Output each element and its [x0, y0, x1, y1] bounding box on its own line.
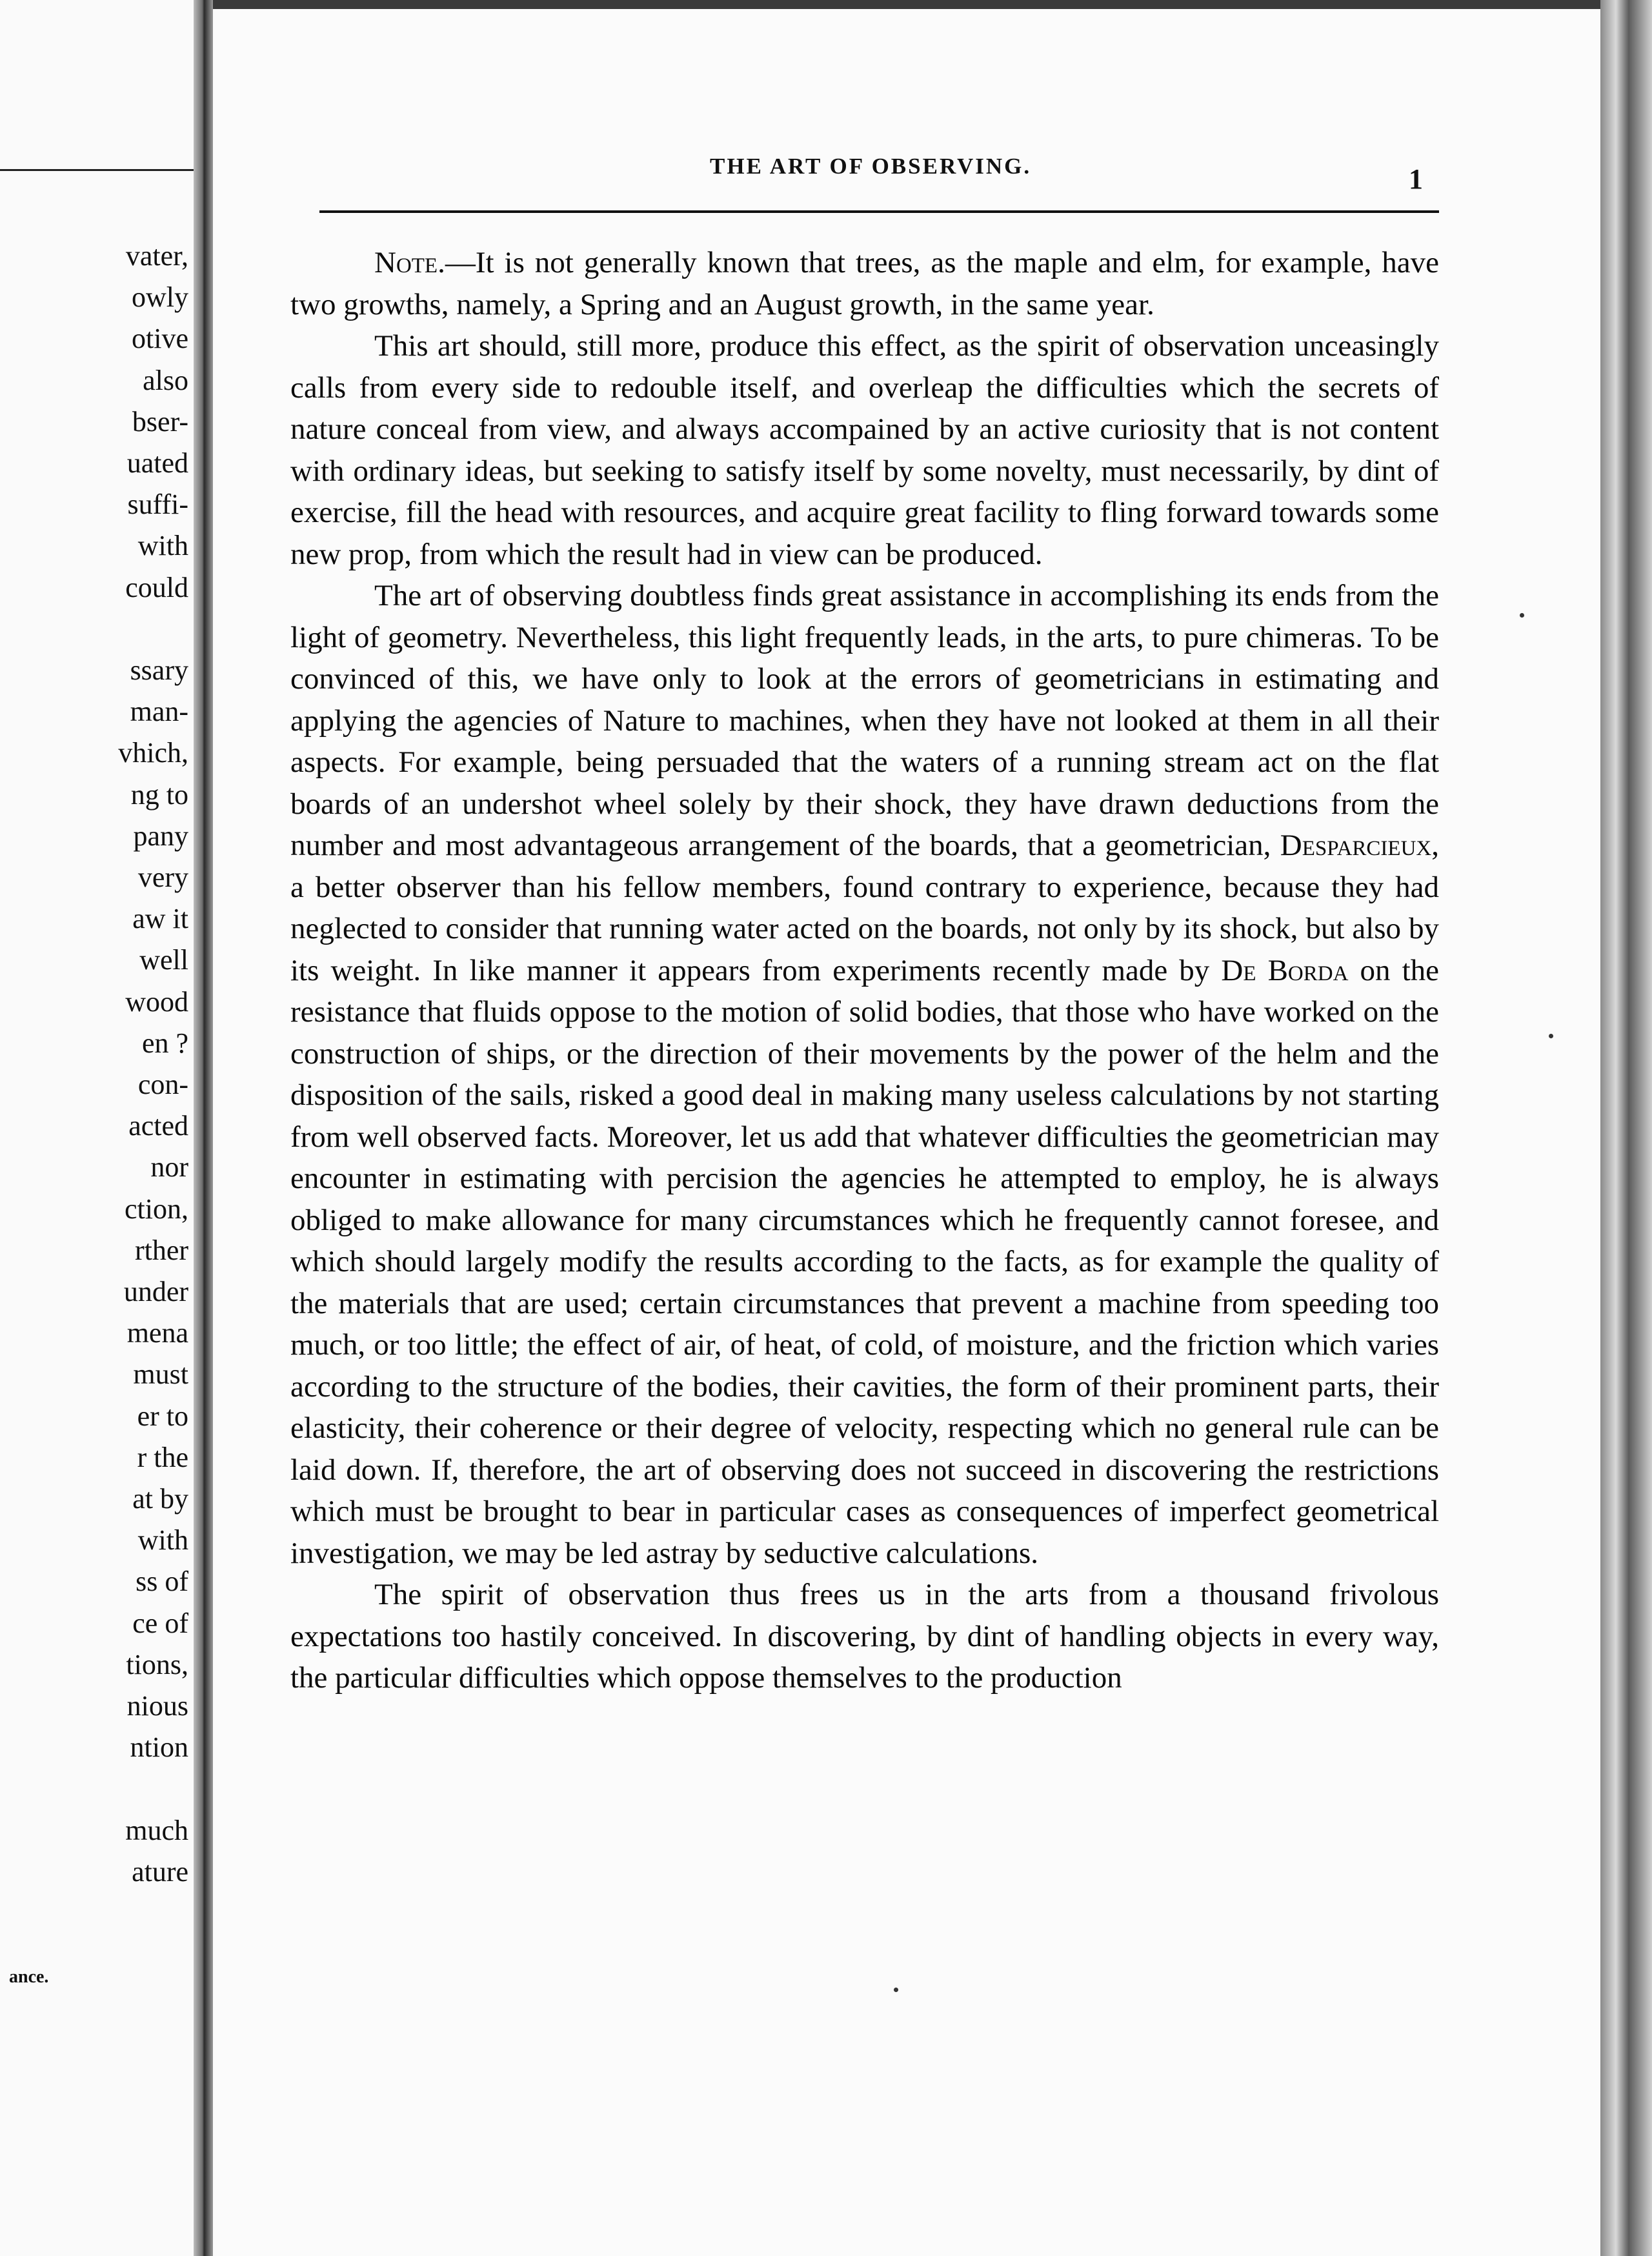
left-page-line: pany — [133, 820, 188, 852]
left-page-line: er to — [137, 1400, 188, 1432]
left-page-line: nor — [150, 1151, 188, 1183]
left-page-line: ssary — [130, 654, 188, 686]
left-page-line: ntion — [130, 1731, 188, 1764]
left-page-line: en ? — [141, 1027, 188, 1059]
name-de-borda: De Borda — [1221, 953, 1349, 987]
left-page-line: bser- — [132, 405, 188, 438]
left-page-line: at by — [132, 1483, 188, 1515]
name-desparcieux: Desparcieux — [1280, 829, 1432, 862]
left-page-line: acted — [128, 1110, 188, 1142]
note-label: Note. — [374, 246, 445, 279]
left-page-line: r the — [137, 1441, 188, 1473]
paragraph-1: This art should, still more, produce this effect, as the spirit of observation unceasingly calls from every side to redouble itself, and overleap the difficulties which the secrets of nature conceal from view, and always accompained by an active curiosity that is not content with ordinary ideas, but seeking to satisfy itself by some novelty, must necessarily, by dint of exercise, fill the head with resources, and acquire great facility to fling forward towards some new prop, from which the result had in view can be produced. — [290, 329, 1439, 571]
print-speck — [1520, 613, 1524, 618]
left-page-line: ature — [132, 1855, 188, 1888]
left-page-rule — [0, 169, 194, 171]
left-page-line: ce of — [132, 1607, 188, 1639]
left-page-line: vater, — [125, 240, 188, 272]
left-page-line: mena — [126, 1317, 188, 1349]
left-page-line: tions, — [126, 1648, 188, 1680]
print-speck — [1549, 1034, 1553, 1038]
left-page-line: aw it — [132, 903, 188, 935]
left-page-line: uated — [126, 447, 188, 479]
paragraph-2 — [290, 575, 1439, 1574]
left-page-line: with — [137, 530, 188, 562]
left-page-line: suffi- — [127, 488, 188, 521]
left-page-line: well — [139, 944, 188, 976]
paragraph-2-part-3: on the resistance that fluids oppose to the motion of solid bodies, that those who have worked on the construction of ships, or the direction of their movements by the power of the helm and the disposition of the sails, risked a good deal in making many useless calculations by not starting from well observed facts. Moreover, let us add that whatever difficulties the geometrician may encounter in estimating with percision the agencies he attempted to employ, he is always obliged to make allowance for many circumstances which he frequently cannot foresee, and which should largely modify the results according to the facts, as for example the quality of the materials that are used; certain circumstances that prevent a machine from speeding too much, or too little; the effect of air, of heat, of cold, of moisture, and the friction which varies according to the structure of the bodies, their cavities, the form of their prominent parts, their elasticity, their coherence or their degree of velocity, respecting which no general rule can be laid down. If, therefore, the art of observing does not succeed in discovering the restrictions which must be brought to bear in particular cases as consequences of imperfect geometrical investigation, we may be led astray by seductive calculations. — [290, 953, 1439, 1570]
left-page-line: very — [137, 861, 188, 893]
book-gutter — [194, 0, 213, 2256]
print-speck — [894, 1988, 898, 1992]
left-page-line: ss of — [136, 1566, 188, 1598]
header-rule — [319, 210, 1439, 213]
left-page-fragment — [0, 0, 194, 2256]
left-page-footnote: ance. — [9, 1967, 49, 1987]
body-text — [290, 242, 1439, 1699]
left-page-line: also — [143, 364, 188, 396]
left-page-line: with — [137, 1524, 188, 1556]
paragraph-3: The spirit of observation thus frees us in the arts from a thousand frivolous expectations too hastily conceived. In discovering, by dint of handling objects in every way, the particular difficulties which oppose themselves to the production — [290, 1578, 1439, 1695]
paragraph-2-part-2: , a better observer than his fellow members, found contrary to experience, because they had neglected to consider that running water acted on the boards, not only by its shock, but also by its weight. In like manner it appears from experiments recently made by — [290, 829, 1439, 987]
page-edge — [1600, 0, 1652, 2256]
page-top-edge — [213, 0, 1600, 9]
page-number: 1 — [1409, 163, 1423, 195]
left-page-line: vhich, — [118, 737, 188, 769]
left-page-line: under — [123, 1276, 188, 1307]
paragraph-2-part-1: The art of observing doubtless finds great assistance in accomplishing its ends from the light of geometry. Nevertheless, this light frequently leads, in the arts, to pure chimeras. To be convinced of this, we have only to look at the errors of geometricians in estimating and applying the agencies of Nature to machines, when they have not looked at them in all their aspects. For example, being persuaded that the waters of a running stream act on the flat boards of an undershot wheel solely by their shock, they have drawn deductions from the number and most advantageous arrangement of the boards, that a geometrician, — [290, 579, 1439, 862]
left-page-line: wood — [125, 985, 188, 1018]
left-page-line: con- — [137, 1069, 188, 1100]
running-head: THE ART OF OBSERVING. — [710, 154, 1032, 179]
left-page-line: nious — [126, 1690, 188, 1722]
left-page-line: must — [133, 1358, 188, 1391]
left-page-line: man- — [130, 696, 188, 728]
left-page-line: much — [125, 1814, 188, 1846]
left-page-line: rther — [134, 1234, 188, 1266]
left-page-line: ction, — [125, 1193, 188, 1225]
left-page-line: otive — [132, 323, 188, 355]
note-paragraph — [290, 242, 1439, 325]
left-page-line: ng to — [130, 778, 188, 811]
left-page-line: could — [125, 571, 188, 603]
note-text: —It is not generally known that trees, as the maple and elm, for example, have two growths, namely, a Spring and an August growth, in the same year. — [290, 246, 1439, 321]
left-page-line: owly — [132, 281, 188, 314]
